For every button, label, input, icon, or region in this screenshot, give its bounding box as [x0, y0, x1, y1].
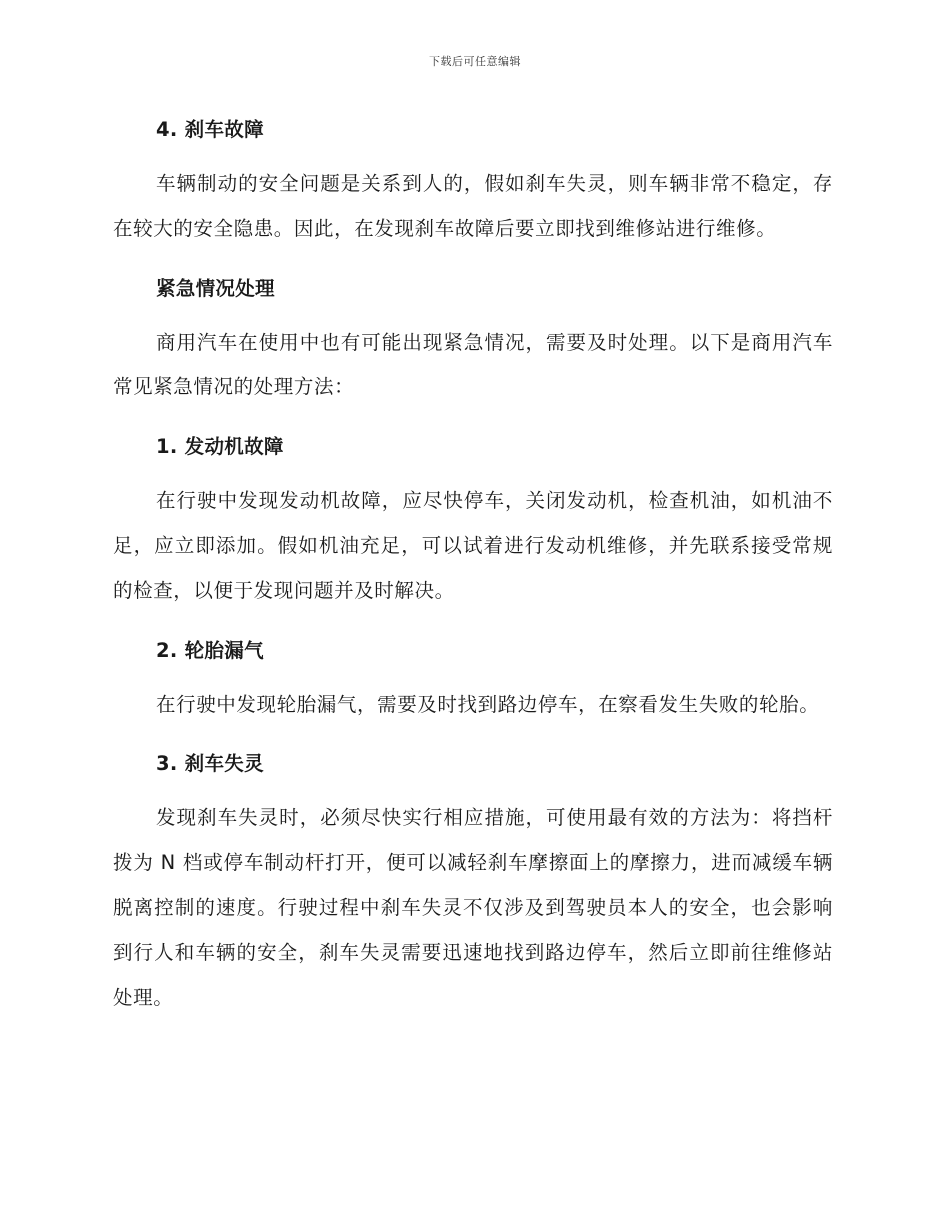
section-heading-engine-fault: 1. 发动机故障: [156, 435, 284, 459]
document-body: [113, 110, 833, 1020]
section-heading-tire-leak: 2. 轮胎漏气: [156, 638, 264, 662]
paragraph-brake-failure: 发现刹车失灵时，必须尽快实行相应措施，可使用最有效的方法为：将挡杆拨为 N 档或停车制动杆打开，便可以减轻刹车摩擦面上的摩擦力，进而减缓车辆脱离控制的速度。行驶过程中刹车失灵不仅涉及到驾驶员本人的安全，也会影响到行人和车辆的安全，刹车失灵需要迅速地找到路边停车，然后立即前往维修站处理。: [113, 806, 833, 1009]
section-heading-emergency: 紧急情况处理: [156, 276, 275, 300]
paragraph-emergency: 商用汽车在使用中也有可能出现紧急情况，需要及时处理。以下是商用汽车常见紧急情况的处理方法：: [113, 330, 833, 399]
paragraph-engine-fault: 在行驶中发现发动机故障，应尽快停车，关闭发动机，检查机油，如机油不足，应立即添加。假如机油充足，可以试着进行发动机维修，并先联系接受常规的检查，以便于发现问题并及时解决。: [113, 489, 833, 602]
section-heading-brake-failure: 3. 刹车失灵: [156, 752, 264, 776]
section-heading-brake-fault: 4. 刹车故障: [156, 118, 264, 141]
page-header-note: 下载后可任意编辑: [429, 55, 521, 68]
paragraph-tire-leak: 在行驶中发现轮胎漏气，需要及时找到路边停车，在察看发生失败的轮胎。: [156, 692, 820, 716]
paragraph-brake-fault: 车辆制动的安全问题是关系到人的，假如刹车失灵，则车辆非常不稳定，存在较大的安全隐患。因此，在发现刹车故障后要立即找到维修站进行维修。: [113, 172, 833, 240]
